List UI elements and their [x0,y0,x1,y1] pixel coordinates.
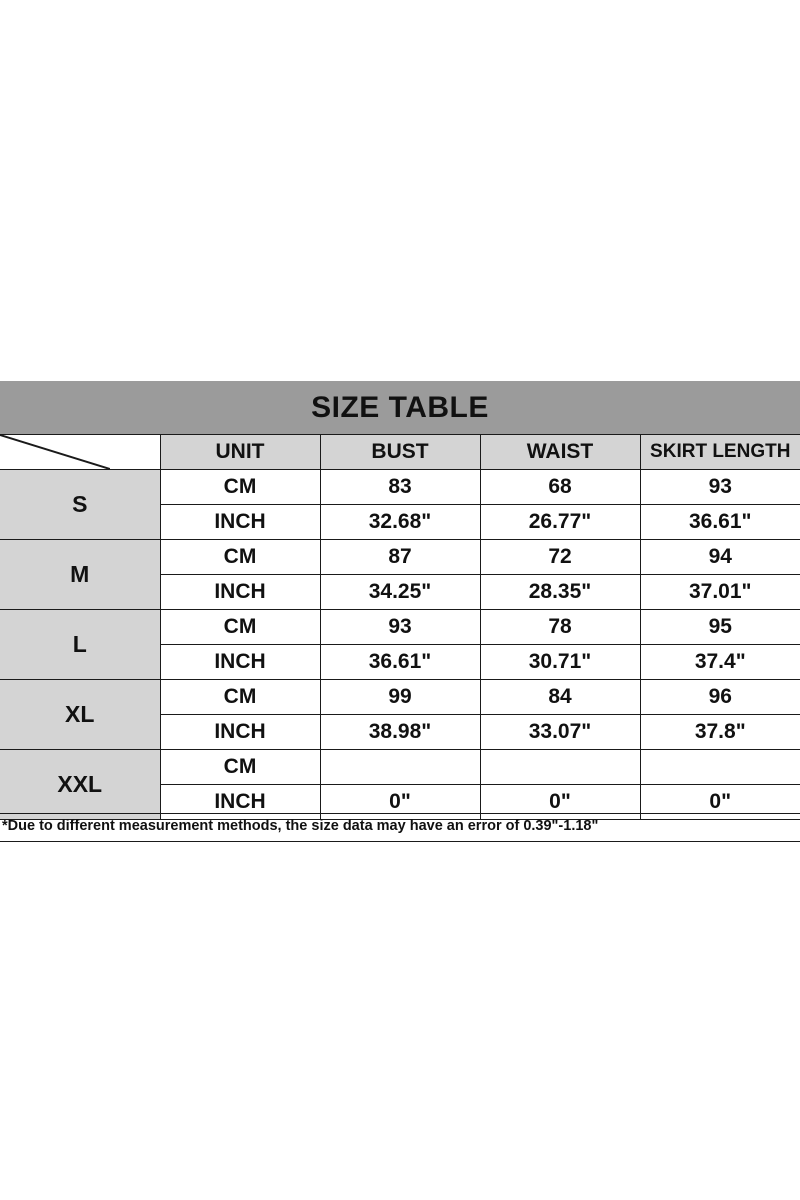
unit-label-cm: CM [160,610,320,645]
cell-xxl-cm-bust [320,750,480,785]
cell-m-cm-bust: 87 [320,540,480,575]
cell-s-inch-skirt-length: 36.61" [640,505,800,540]
table-row [0,470,800,505]
unit-label-cm: CM [160,680,320,715]
unit-label-cm: CM [160,540,320,575]
table-row [0,750,800,785]
cell-s-cm-skirt-length: 93 [640,470,800,505]
corner-diagonal-cell [0,435,160,470]
size-label-m: M [0,540,160,610]
unit-label-cm: CM [160,750,320,785]
unit-label-inch: INCH [160,575,320,610]
cell-xxl-inch-bust: 0" [320,785,480,820]
table-header-row [0,435,800,470]
cell-xxl-cm-waist [480,750,640,785]
cell-m-inch-bust: 34.25" [320,575,480,610]
unit-label-inch: INCH [160,785,320,820]
cell-xxl-cm-skirt-length [640,750,800,785]
size-label-s: S [0,470,160,540]
cell-s-inch-bust: 32.68" [320,505,480,540]
table-row [0,680,800,715]
cell-s-inch-waist: 26.77" [480,505,640,540]
unit-label-inch: INCH [160,505,320,540]
cell-m-inch-waist: 28.35" [480,575,640,610]
table-row [0,610,800,645]
cell-xl-cm-waist: 84 [480,680,640,715]
cell-xl-inch-bust: 38.98" [320,715,480,750]
column-header-skirt-length: SKIRT LENGTH [640,435,800,470]
table-title: SIZE TABLE [0,381,800,435]
diagonal-slash-icon [0,435,110,469]
note-top-divider [0,813,800,814]
cell-l-cm-waist: 78 [480,610,640,645]
cell-l-inch-bust: 36.61" [320,645,480,680]
cell-xl-cm-skirt-length: 96 [640,680,800,715]
unit-label-inch: INCH [160,715,320,750]
cell-l-inch-skirt-length: 37.4" [640,645,800,680]
cell-m-cm-waist: 72 [480,540,640,575]
size-label-l: L [0,610,160,680]
cell-m-inch-skirt-length: 37.01" [640,575,800,610]
cell-xl-cm-bust: 99 [320,680,480,715]
size-table-container [0,381,800,820]
cell-l-cm-bust: 93 [320,610,480,645]
column-header-bust: BUST [320,435,480,470]
measurement-note: *Due to different measurement methods, the size data may have an error of 0.39"-1.18" [2,818,599,834]
unit-label-cm: CM [160,470,320,505]
column-header-unit: UNIT [160,435,320,470]
cell-l-inch-waist: 30.71" [480,645,640,680]
cell-s-cm-bust: 83 [320,470,480,505]
unit-label-inch: INCH [160,645,320,680]
cell-xl-inch-waist: 33.07" [480,715,640,750]
size-label-xl: XL [0,680,160,750]
size-table [0,381,800,820]
column-header-waist: WAIST [480,435,640,470]
cell-l-cm-skirt-length: 95 [640,610,800,645]
cell-xxl-inch-waist: 0" [480,785,640,820]
table-title-row [0,381,800,435]
cell-s-cm-waist: 68 [480,470,640,505]
size-label-xxl: XXL [0,750,160,820]
table-row [0,540,800,575]
note-bottom-divider [0,841,800,842]
cell-xl-inch-skirt-length: 37.8" [640,715,800,750]
cell-m-cm-skirt-length: 94 [640,540,800,575]
cell-xxl-inch-skirt-length: 0" [640,785,800,820]
